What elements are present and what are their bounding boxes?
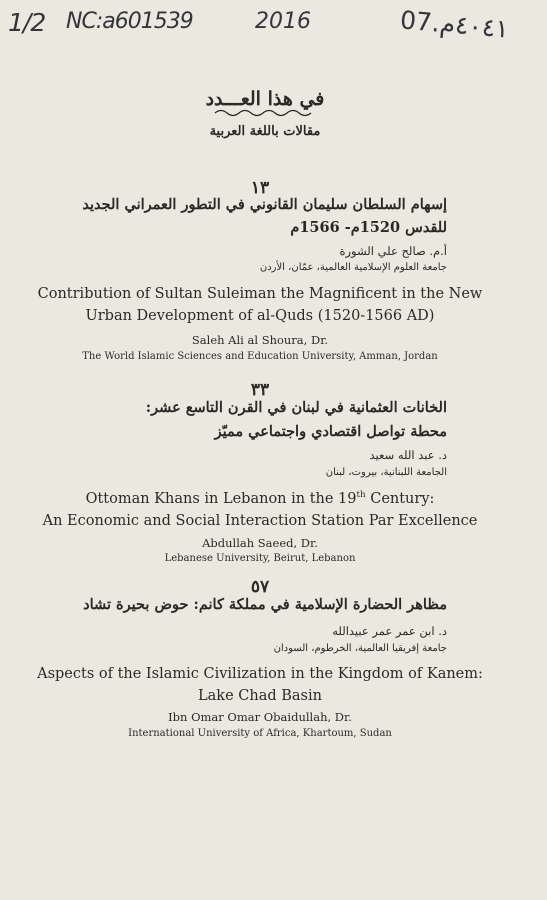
article-title-en: Lake Chad Basin [198,688,322,704]
wavy-divider [213,107,313,119]
article-affiliation-en: The World Islamic Sciences and Education University, Amman, Jordan [82,351,438,362]
article-title-en: Contribution of Sultan Suleiman the Magnificent in the New [37,286,483,302]
article-title-en: Urban Development of al-Quds (1520-1566 AD) [85,308,435,324]
article-title-ar: الخانات العثمانية في لبنان في القرن التاسع عشر: [145,399,447,416]
article-author-en: Abdullah Saeed, Dr. [202,536,318,550]
handwritten-nc-number: NC:a601539 [66,9,193,34]
article-author-ar: د. عبد الله سعيد [369,448,447,462]
article-page-number: ١٣ [250,178,270,198]
section-subtitle: مقالات باللغة العربية [209,124,321,139]
article-title-ar: للقدس 1520م- 1566م [290,219,447,236]
article-affiliation-en: Lebanese University, Beirut, Lebanon [164,553,356,564]
article-title-ar: إسهام السلطان سليمان القانوني في التطور العمراني الجديد [82,196,447,213]
article-title-ar: مظاهر الحضارة الإسلامية في مملكة كانم: حوض بحيرة تشاد [83,596,447,613]
article-affiliation-ar: الجامعة اللبنانية، بيروت، لبنان [325,467,447,478]
article-title-en [0,490,520,507]
article-affiliation-ar: جامعة إفريقيا العالمية، الخرطوم، السودان [273,643,447,654]
article-author-en: Saleh Ali al Shoura, Dr. [191,333,329,347]
handwritten-signature: 2016 [255,9,311,34]
article-page-number: ٣٣ [250,380,270,400]
article-page-number: ٥٧ [250,577,270,597]
article-author-ar: أ.م. صالح علي الشورة [339,244,447,258]
title-text: Century: [365,490,435,507]
article-title-en: Aspects of the Islamic Civilization in the Kingdom of Kanem: [37,666,483,682]
article-affiliation-en: International University of Africa, Khartoum, Sudan [128,728,392,739]
article-title-en: An Economic and Social Interaction Station Par Excellence [42,513,478,529]
article-author-ar: د. ابن عمر عمر عبيدالله [332,624,447,638]
handwritten-fraction: 1/2 [8,8,46,37]
title-text: Ottoman Khans in Lebanon in the 19 [85,490,357,507]
article-affiliation-ar: جامعة العلوم الإسلامية العالمية، عمّان، الأردن [259,262,447,273]
handwritten-reference: 07.٤٠٤١م [398,5,511,44]
contents-title: في هذا العـــدد [205,88,325,110]
article-title-ar: محطة تواصل اقتصادي واجتماعي مميّز [214,423,447,440]
ordinal-suffix: th [356,490,366,500]
article-author-en: Ibn Omar Omar Obaidullah, Dr. [168,710,352,724]
